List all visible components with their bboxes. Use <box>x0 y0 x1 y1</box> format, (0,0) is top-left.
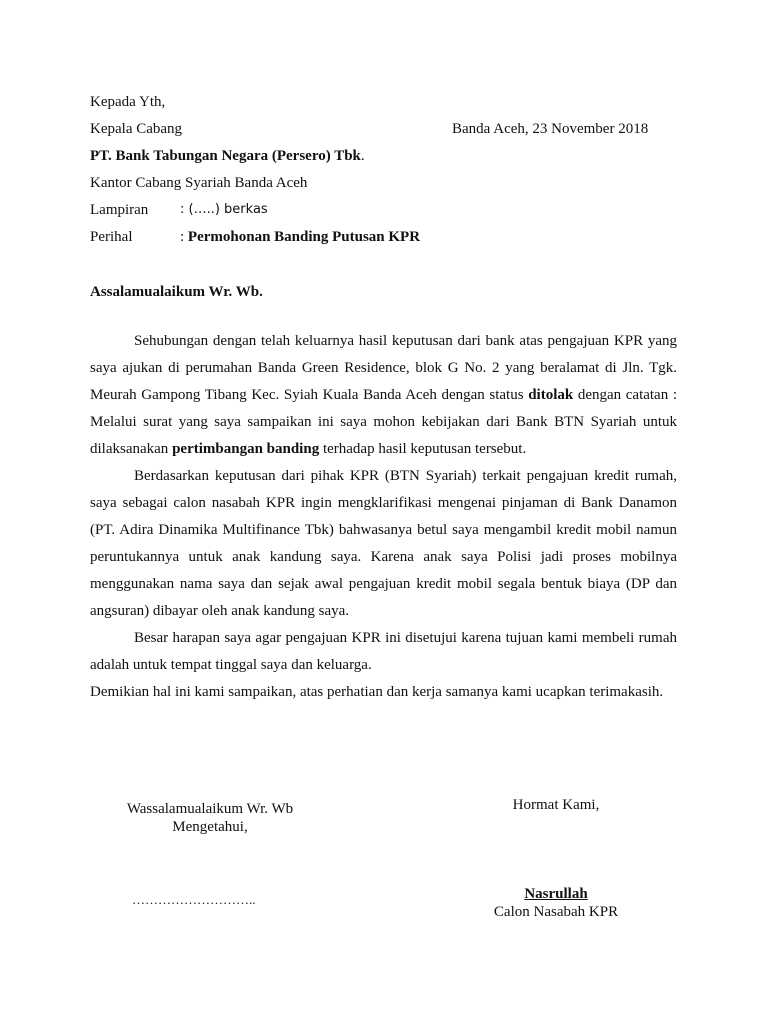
paragraph-1-part-a: Sehubungan dengan telah keluarnya hasil keputusan dari bank atas pengajuan KPR yang saya ajukan di perumahan Banda Green Residence, blok G No. 2 yang beralamat di Jln. Tgk. Meurah Gampong Tibang Kec. Syiah Kuala Banda Aceh dengan status <box>90 333 677 403</box>
bank-name-text: PT. Bank Tabungan Negara (Persero) Tbk <box>90 148 361 164</box>
lampiran-label: Lampiran <box>90 202 149 218</box>
paragraph-2: Berdasarkan keputusan dari pihak KPR (BTN Syariah) terkait pengajuan kredit rumah, saya sebagai calon nasabah KPR ingin mengklarifikasi mengenai pinjaman di Bank Danamon (PT. Adira Dinamika Multifinance Tbk) bahwasanya betul saya mengambil kredit mobil namun peruntukannya untuk anak kandung saya. Karena anak saya Polisi jadi proses mobilnya menggunakan nama saya dan sejak awal pengajuan kredit mobil segala bentuk biaya (DP dan angsuran) dibayar oleh anak kandung saya. <box>90 468 677 619</box>
closing-hormat-kami: Hormat Kami, <box>512 797 600 813</box>
closing-left-greeting: Wassalamualaikum Wr. Wb <box>126 801 294 817</box>
place-date: Banda Aceh, 23 November 2018 <box>452 121 649 137</box>
bank-name <box>90 147 365 165</box>
status-ditolak: ditolak <box>528 387 574 403</box>
branch-name: Kantor Cabang Syariah Banda Aceh <box>90 175 308 191</box>
greeting: Kepada Yth, <box>90 94 166 110</box>
signer-title: Calon Nasabah KPR <box>493 904 619 920</box>
closing-mengetahui: Mengetahui, <box>172 819 248 835</box>
paragraph-1-part-b: dengan catatan : Melalui surat yang saya sampaikan ini saya mohon kebijakan dari Bank BTN Syariah untuk dilaksanakan <box>90 387 678 457</box>
salutation: Assalamualaikum Wr. Wb. <box>90 284 263 300</box>
perihal-colon: : <box>180 229 188 245</box>
paragraph-1-part-c: terhadap hasil keputusan tersebut. <box>319 441 527 457</box>
paragraph-4: Demikian hal ini kami sampaikan, atas perhatian dan kerja samanya kami ucapkan terimakasih. <box>90 684 664 700</box>
perihal-line <box>180 228 420 246</box>
bank-name-suffix: . <box>360 148 365 164</box>
pertimbangan-banding: pertimbangan banding <box>172 441 320 457</box>
paragraph-3: Besar harapan saya agar pengajuan KPR ini disetujui karena tujuan kami membeli rumah adalah untuk tempat tinggal saya dan keluarga. <box>90 630 677 673</box>
perihal-label: Perihal <box>90 229 133 245</box>
lampiran-value: : (…..) berkas <box>180 202 268 217</box>
paragraph-1 <box>90 328 677 463</box>
left-signature-line: ……………………….. <box>132 892 256 907</box>
signer-name: Nasrullah <box>524 886 588 902</box>
perihal-value: Permohonan Banding Putusan KPR <box>187 229 421 245</box>
recipient-title: Kepala Cabang <box>90 121 183 137</box>
